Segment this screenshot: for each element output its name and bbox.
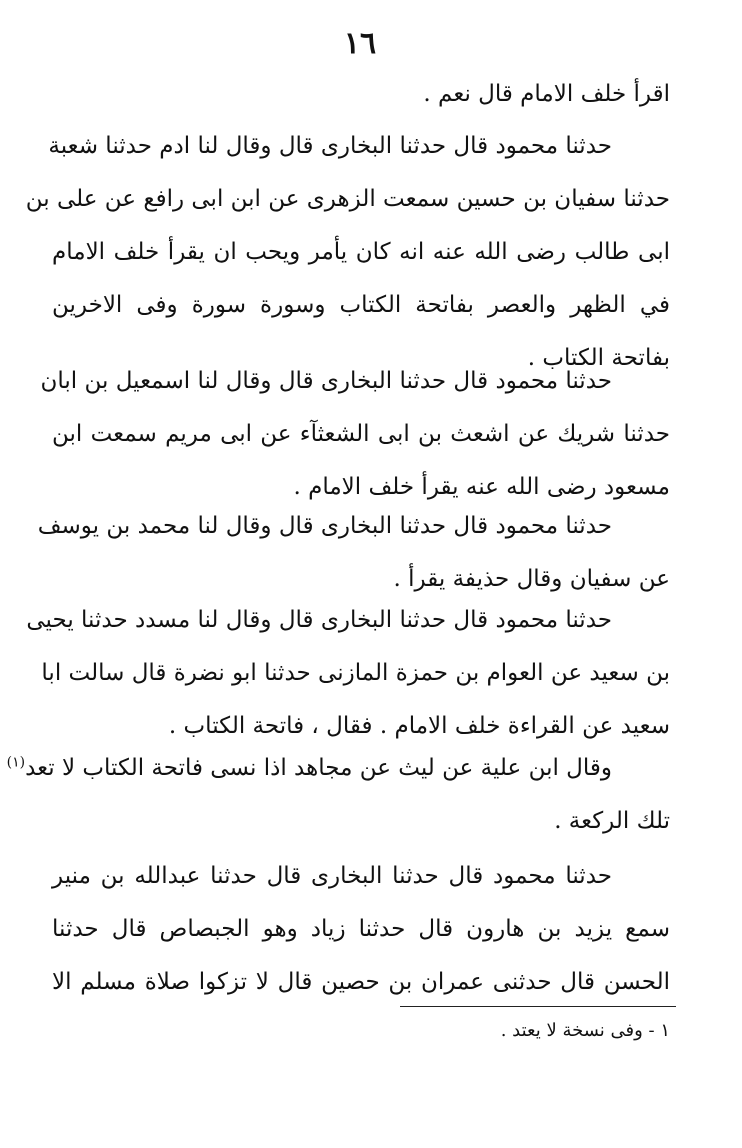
text-line: مسعود رضى الله عنه يقرأ خلف الامام . (293, 474, 670, 500)
paragraph (25, 120, 670, 385)
paragraph (6, 742, 670, 848)
text-line: حدثنا سفيان بن حسين سمعت الزهرى عن ابن ابى رافع عن على بن (25, 186, 670, 212)
footnote-reference: (١) (6, 754, 26, 771)
footnote: ١ - وفى نسخة لا يعتد . (500, 1020, 670, 1041)
text-line: حدثنا محمود قال حدثنا البخارى قال وقال لنا محمد بن يوسف (37, 513, 612, 539)
text-line: سعيد عن القراءة خلف الامام . فقال ، فاتحة الكتاب . (168, 713, 670, 739)
page-number: ١٦ (343, 26, 377, 61)
text-line: تلك الركعة . (554, 808, 670, 834)
text-line (6, 742, 670, 795)
text-line: حدثنا محمود قال حدثنا البخارى قال وقال لنا مسدد حدثنا يحيى (26, 607, 612, 633)
paragraph (52, 68, 670, 121)
text-segment: وقال ابن علية عن ليث عن مجاهد اذا نسى فاتحة الكتاب لا تعد (25, 755, 612, 781)
paragraph (37, 500, 670, 606)
text-line: بن سعيد عن العوام بن حمزة المازنى حدثنا ابو نضرة قال سالت ابا (41, 660, 670, 686)
text-line: ابى طالب رضى الله عنه انه كان يأمر ويحب ان يقرأ خلف الامام (52, 239, 670, 265)
text-line: حدثنا محمود قال حدثنا البخارى قال وقال لنا اسمعيل بن ابان (40, 368, 612, 394)
text-line: عن سفيان وقال حذيفة يقرأ . (393, 566, 670, 592)
text-line: سمع يزيد بن هارون قال حدثنا زياد وهو الجبصاص قال حدثنا (52, 916, 670, 942)
text-line: الحسن قال حدثنى عمران بن حصين قال لا تزكوا صلاة مسلم الا (52, 969, 670, 995)
text-line: حدثنا محمود قال حدثنا البخارى قال وقال لنا ادم حدثنا شعبة (48, 133, 612, 159)
text-line: حدثنا محمود قال حدثنا البخارى قال حدثنا عبدالله بن منير (52, 863, 612, 889)
text-line: في الظهر والعصر بفاتحة الكتاب وسورة سورة وفى الاخرين (52, 292, 670, 318)
paragraph (52, 850, 670, 1009)
paragraph (26, 594, 670, 753)
text-line: حدثنا شريك عن اشعث بن ابى الشعثآء عن ابى مريم سمعت ابن (52, 421, 670, 447)
footnote-separator (400, 1006, 676, 1007)
text-line: اقرأ خلف الامام قال نعم . (423, 81, 670, 107)
paragraph (40, 355, 670, 514)
text-line: بفاتحة الكتاب . (527, 345, 670, 371)
